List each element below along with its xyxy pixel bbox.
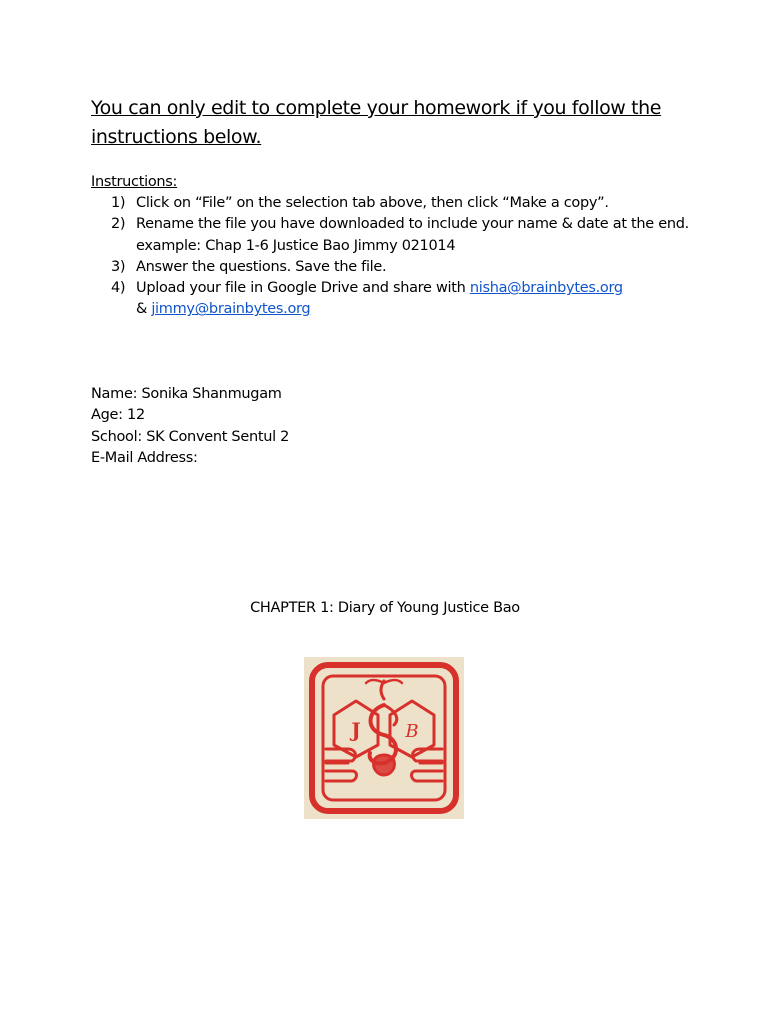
instruction-number: 1) xyxy=(111,195,126,211)
document-heading: You can only edit to complete your homework if you follow the instructions below. xyxy=(91,97,662,148)
instruction-item xyxy=(91,193,691,214)
instruction-text-ampersand: & xyxy=(136,301,152,318)
justice-bao-seal-icon xyxy=(304,657,464,819)
student-name: Name: Sonika Shanmugam xyxy=(91,386,282,402)
seal-letter-left: J xyxy=(351,718,361,742)
justice-bao-seal xyxy=(304,657,464,819)
email-link-nisha[interactable]: nisha@brainbytes.org xyxy=(469,280,623,297)
student-email: E-Mail Address: xyxy=(91,449,198,466)
instruction-number: 2) xyxy=(111,216,126,233)
instruction-text: Upload your file in Google Drive and share with xyxy=(136,280,470,297)
seal-letter-right: B xyxy=(405,721,419,742)
instruction-list xyxy=(91,193,691,321)
instruction-item xyxy=(91,214,691,257)
instruction-item xyxy=(91,278,691,321)
instructions-label: Instructions: xyxy=(91,174,178,190)
instruction-text: Click on “File” on the selection tab above, then click “Make a copy”. xyxy=(136,195,609,211)
instruction-text: Rename the file you have downloaded to include your name & date at the end. example: Chap 1-6 Justice Bao Jimmy 021014 xyxy=(136,216,689,254)
instruction-number: 3) xyxy=(111,258,126,275)
instruction-number: 4) xyxy=(111,280,126,297)
instruction-item xyxy=(91,257,691,278)
email-link-jimmy[interactable]: jimmy@brainbytes.org xyxy=(151,301,311,318)
student-age: Age: 12 xyxy=(91,407,145,424)
instruction-text: Answer the questions. Save the file. xyxy=(136,258,387,275)
chapter-title: CHAPTER 1: Diary of Young Justice Bao xyxy=(250,600,520,616)
student-info xyxy=(91,384,289,469)
student-school: School: SK Convent Sentul 2 xyxy=(91,428,290,445)
